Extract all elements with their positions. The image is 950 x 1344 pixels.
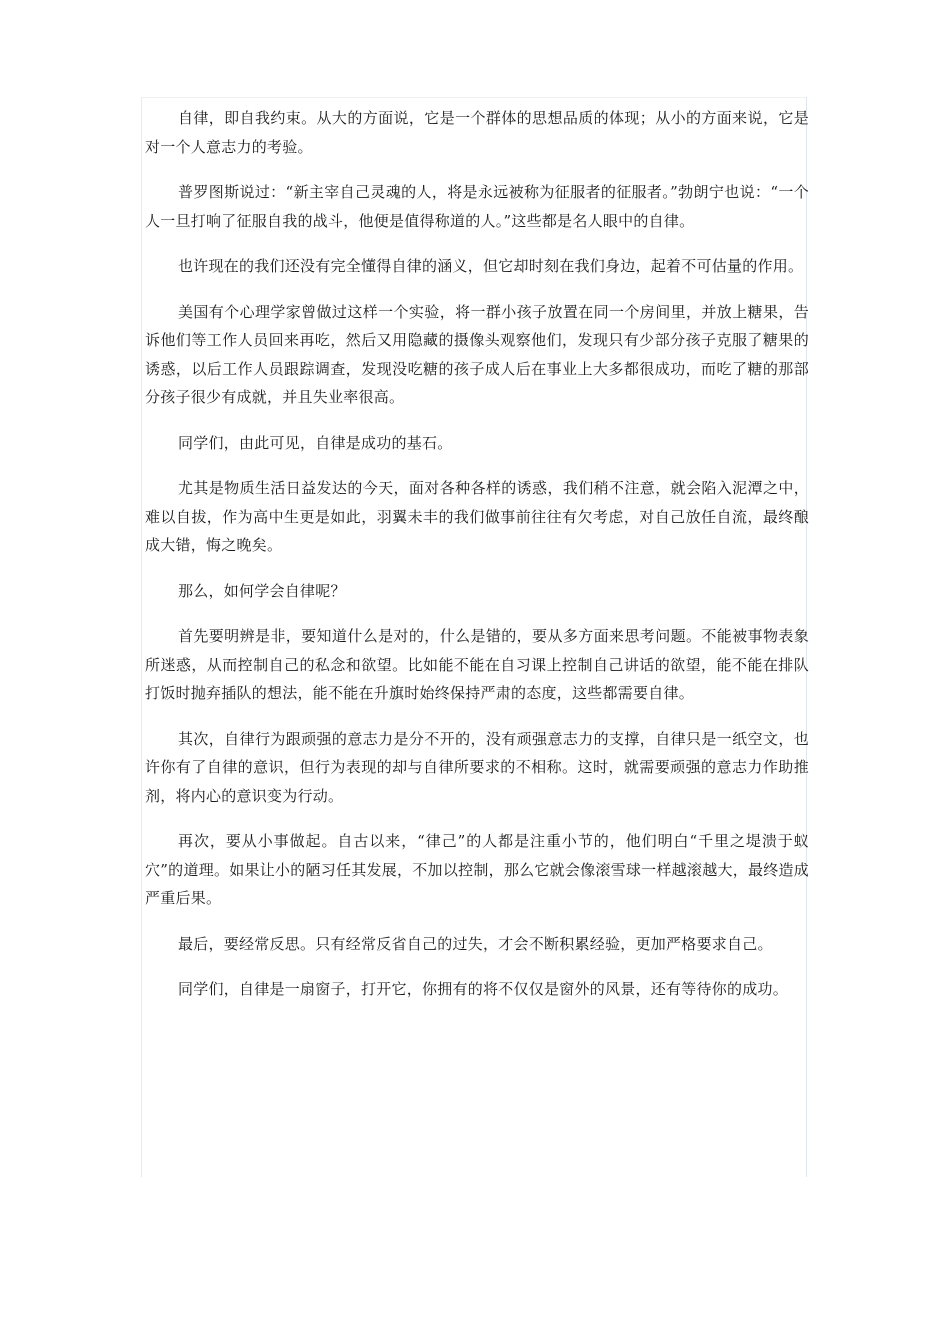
paragraph-3: 也许现在的我们还没有完全懂得自律的涵义，但它却时刻在我们身边，起着不可估量的作用。 [178, 257, 804, 275]
paragraph-10: 再次，要从小事做起。自古以来，“律己”的人都是注重小节的，他们明白“千里之堤溃于蚁穴”的道理。如果让小的陋习任其发展，不加以控制，那么它就会像滚雪球一样越滚越大，最终造成严重后果。 [145, 832, 809, 907]
paragraph-1: 自律，即自我约束。从大的方面说，它是一个群体的思想品质的体现；从小的方面来说，它是对一个人意志力的考验。 [145, 109, 809, 156]
paragraph-5: 同学们，由此可见，自律是成功的基石。 [178, 433, 453, 452]
paragraph-11: 最后，要经常反思。只有经常反省自己的过失，才会不断积累经验，更加严格要求自己。 [178, 934, 773, 953]
paragraph-4: 美国有个心理学家曾做过这样一个实验，将一群小孩子放置在同一个房间里，并放上糖果，告诉他们等工作人员回来再吃，然后又用隐藏的摄像头观察他们，发现只有少部分孩子克服了糖果的诱惑，以后工作人员跟踪调查，发现没吃糖的孩子成人后在事业上大多都很成功，而吃了糖的那部分孩子很少有成就，并且失业率很高。 [145, 302, 809, 406]
paragraph-9: 其次，自律行为跟顽强的意志力是分不开的，没有顽强意志力的支撑，自律只是一纸空文，也许你有了自律的意识，但行为表现的却与自律所要求的不相称。这时，就需要顽强的意志力作助推剂，将内心的意识变为行动。 [145, 729, 809, 805]
paragraph-8: 首先要明辨是非，要知道什么是对的，什么是错的，要从多方面来思考问题。不能被事物表象所迷惑，从而控制自己的私念和欲望。比如能不能在自习课上控制自己讲话的欲望，能不能在排队打饭时抛弃插队的想法，能不能在升旗时始终保持严肃的态度，这些都需要自律。 [145, 627, 809, 702]
article-body [145, 104, 809, 1021]
paragraph-12: 同学们，自律是一扇窗子，打开它，你拥有的将不仅仅是窗外的风景，还有等待你的成功。 [178, 980, 789, 998]
paragraph-7: 那么，如何学会自律呢？ [178, 581, 346, 600]
paragraph-6: 尤其是物质生活日益发达的今天，面对各种各样的诱惑，我们稍不注意，就会陷入泥潭之中，难以自拔，作为高中生更是如此，羽翼未丰的我们做事前往往有欠考虑，对自己放任自流，最终酿成大错，悔之晚矣。 [145, 479, 809, 554]
paragraph-2: 普罗图斯说过：“新主宰自己灵魂的人，将是永远被称为征服者的征服者。”勃朗宁也说：“一个人一旦打响了征服自我的战斗，他便是值得称道的人。”这些都是名人眼中的自律。 [145, 183, 809, 230]
